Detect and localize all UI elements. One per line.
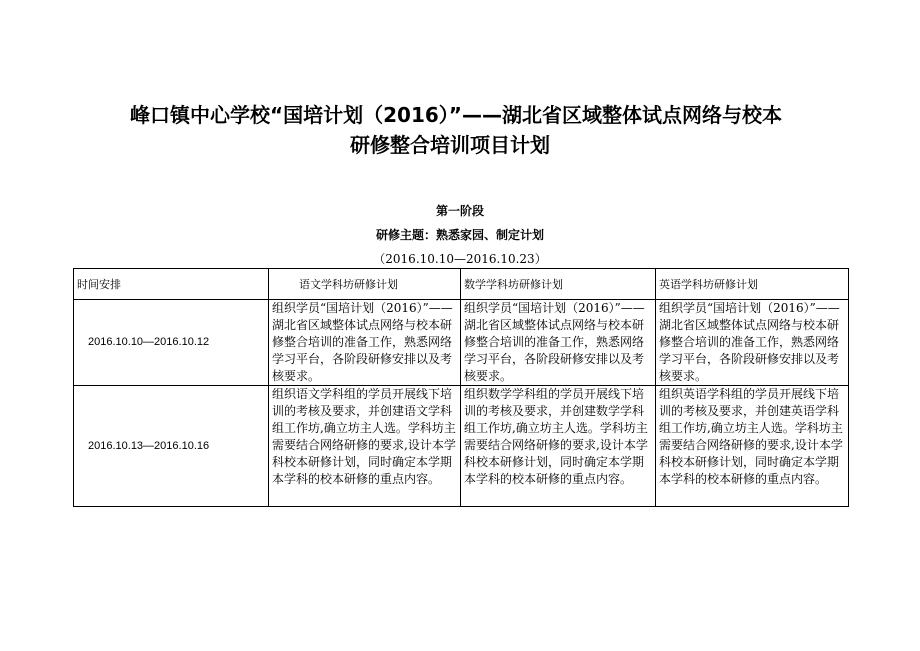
row-chinese-plan: 组织语文学科组的学员开展线下培训的考核及要求，并创建语文学科组工作坊,确立坊主人选。学科坊主需要结合网络研修的要求,设计本学科校本研修计划，同时确定本学期本学科的校本研修的重点内容。 bbox=[269, 386, 461, 507]
title-line-2: 研修整合培训项目计划 bbox=[350, 133, 550, 157]
header-math: 数学学科坊研修计划 bbox=[461, 269, 656, 300]
row-english-plan: 组织英语学科组的学员开展线下培训的考核及要求，并创建英语学科组工作坊,确立坊主人选。学科坊主需要结合网络研修的要求,设计本学科校本研修计划，同时确定本学期本学科的校本研修的重点内容。 bbox=[656, 386, 849, 507]
row-english-plan: 组织学员“国培计划（2016）”——湖北省区域整体试点网络与校本研修整合培训的准备工作，熟悉网络学习平台，各阶段研修安排以及考核要求。 bbox=[656, 300, 849, 386]
row-math-plan: 组织学员“国培计划（2016）”——湖北省区域整体试点网络与校本研修整合培训的准备工作，熟悉网络学习平台，各阶段研修安排以及考核要求。 bbox=[461, 300, 656, 386]
stage-heading: 第一阶段 bbox=[435, 204, 484, 218]
theme-heading: 研修主题：熟悉家园、制定计划 bbox=[375, 228, 544, 242]
table-header-row bbox=[74, 269, 849, 300]
header-english: 英语学科坊研修计划 bbox=[656, 269, 849, 300]
document-title bbox=[100, 100, 860, 160]
table-row bbox=[74, 386, 849, 507]
row-time: 2016.10.13—2016.10.16 bbox=[74, 386, 269, 507]
row-time: 2016.10.10—2016.10.12 bbox=[74, 300, 269, 386]
row-math-plan: 组织数学学科组的学员开展线下培训的考核及要求，并创建数学学科组工作坊,确立坊主人选。学科坊主需要结合网络研修的要求,设计本学科校本研修计划，同时确定本学期本学科的校本研修的重点内容。 bbox=[461, 386, 656, 507]
row-chinese-plan: 组织学员“国培计划（2016）”——湖北省区域整体试点网络与校本研修整合培训的准备工作，熟悉网络学习平台，各阶段研修安排以及考核要求。 bbox=[269, 300, 461, 386]
header-chinese: 语文学科坊研修计划 bbox=[269, 269, 461, 300]
table-row bbox=[74, 300, 849, 386]
plan-table bbox=[73, 268, 849, 507]
header-time: 时间安排 bbox=[74, 269, 269, 300]
date-range: （2016.10.10—2016.10.23） bbox=[373, 252, 547, 266]
title-line-1: 峰口镇中心学校“国培计划（2016）”——湖北省区域整体试点网络与校本 bbox=[130, 103, 782, 127]
